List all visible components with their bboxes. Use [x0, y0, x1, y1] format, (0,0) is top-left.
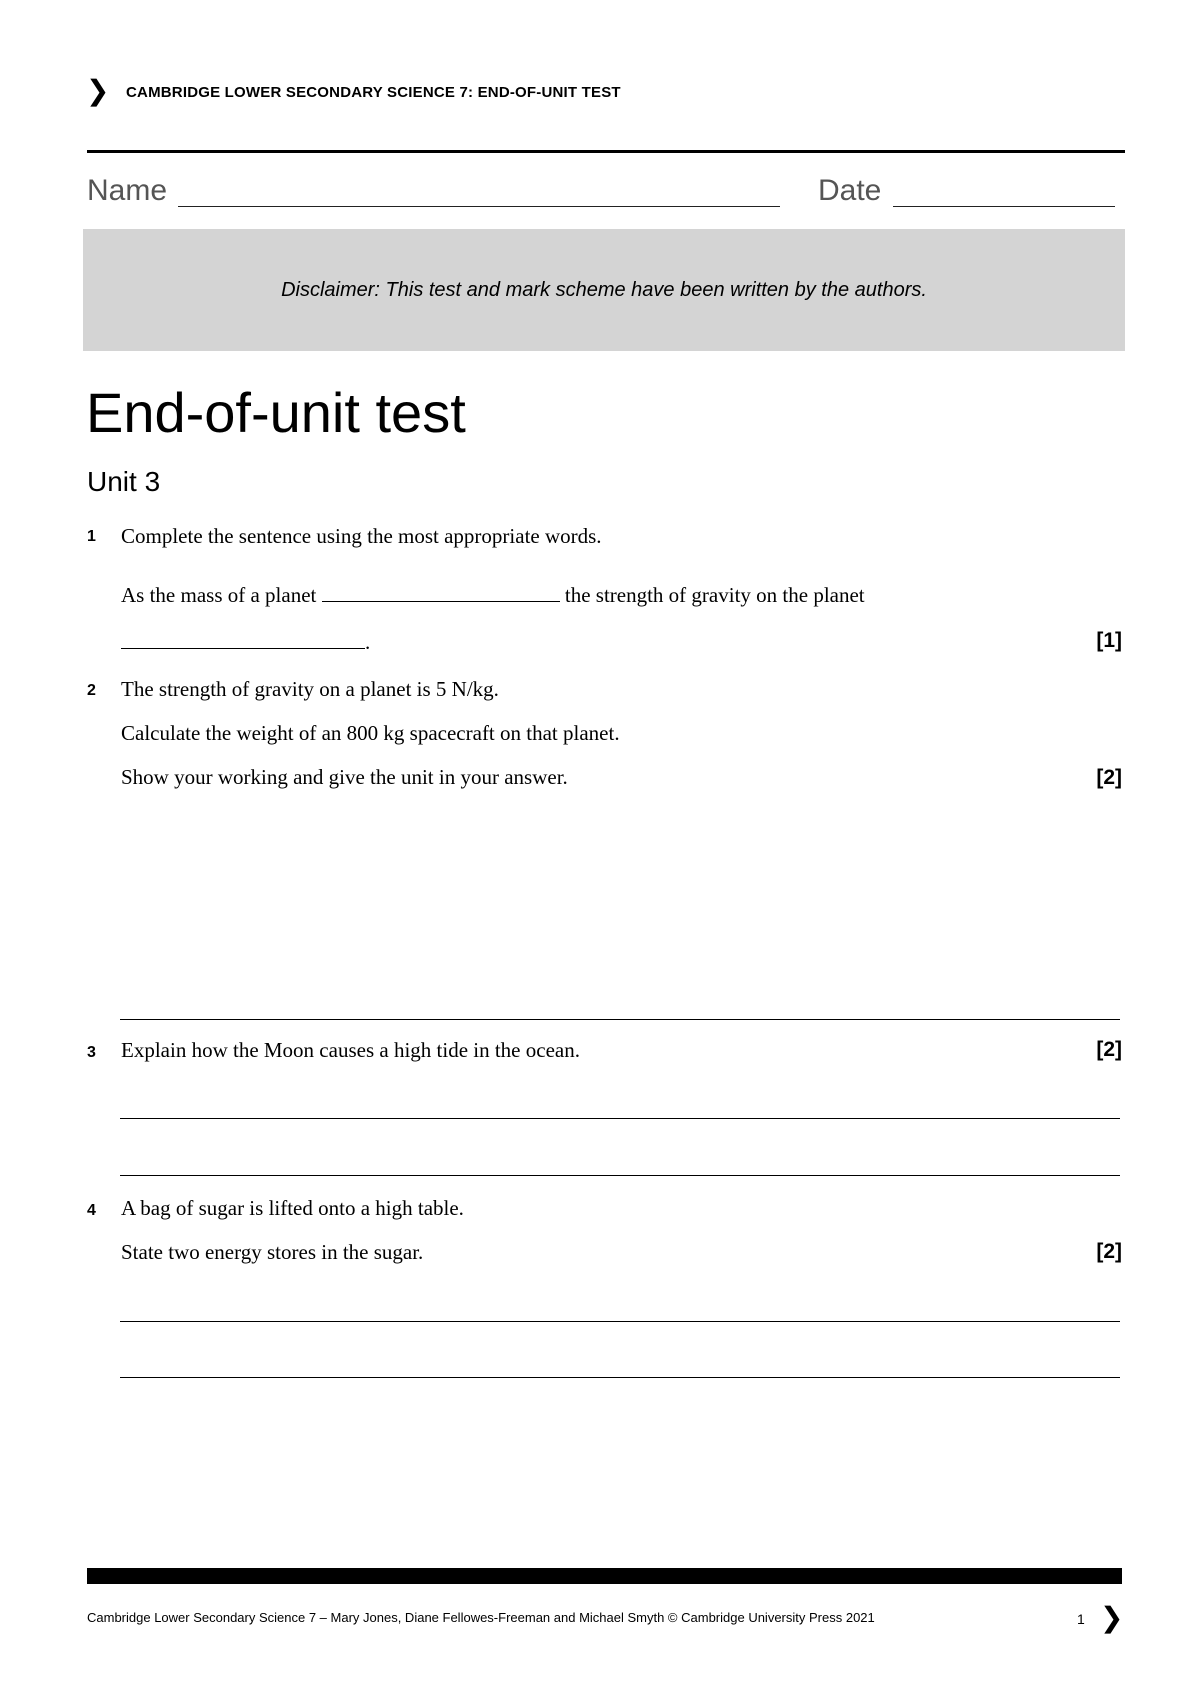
answer-line-q4-1[interactable]	[120, 1321, 1120, 1322]
page-number: 1	[1077, 1611, 1085, 1627]
question-4-marks: [2]	[1096, 1240, 1122, 1263]
question-2-marks: [2]	[1096, 766, 1122, 789]
answer-blank-2[interactable]	[121, 628, 365, 649]
answer-line-q3-1[interactable]	[120, 1118, 1120, 1119]
question-3-text: Explain how the Moon causes a high tide in the ocean.	[121, 1038, 580, 1062]
question-3-marks: [2]	[1096, 1038, 1122, 1061]
answer-line-q2[interactable]	[120, 1019, 1120, 1020]
chevron-right-icon: ❯	[86, 74, 110, 107]
unit-heading: Unit 3	[87, 466, 161, 497]
footer-credit: Cambridge Lower Secondary Science 7 – Mary Jones, Diane Fellowes-Freeman and Michael Smyth © Cambridge University Press 2021	[87, 1610, 875, 1625]
header-title: CAMBRIDGE LOWER SECONDARY SCIENCE 7: END-OF-UNIT TEST	[126, 84, 621, 101]
page-title: End-of-unit test	[86, 381, 466, 444]
date-label: Date	[818, 174, 882, 207]
question-4-number: 4	[87, 1202, 96, 1219]
next-page-chevron-icon[interactable]: ❯	[1100, 1601, 1124, 1634]
answer-line-q3-2[interactable]	[120, 1175, 1120, 1176]
question-3-number: 3	[87, 1044, 96, 1061]
disclaimer-text: Disclaimer: This test and mark scheme have been written by the authors.	[281, 278, 927, 301]
answer-blank-1[interactable]	[322, 581, 560, 602]
question-1-sentence-end	[121, 628, 370, 655]
answer-line-q4-2[interactable]	[120, 1377, 1120, 1378]
name-field[interactable]	[178, 206, 780, 207]
question-2-line-1: The strength of gravity on a planet is 5 N/kg.	[121, 677, 499, 701]
date-field[interactable]	[893, 206, 1115, 207]
question-1-marks: [1]	[1096, 629, 1122, 652]
question-2-line-3: Show your working and give the unit in your answer.	[121, 765, 568, 789]
name-label: Name	[87, 174, 168, 207]
question-1-sentence	[121, 581, 865, 608]
sentence-end: .	[365, 630, 371, 654]
question-4-line-2: State two energy stores in the sugar.	[121, 1240, 424, 1264]
footer-bar	[87, 1568, 1122, 1584]
question-2-line-2: Calculate the weight of an 800 kg spacecraft on that planet.	[121, 721, 620, 745]
header-divider	[87, 150, 1125, 153]
disclaimer-box	[83, 229, 1125, 351]
question-1-number: 1	[87, 528, 96, 545]
question-1-text: Complete the sentence using the most appropriate words.	[121, 524, 602, 548]
question-4-line-1: A bag of sugar is lifted onto a high table.	[121, 1196, 464, 1220]
sentence-part-2: the strength of gravity on the planet	[564, 583, 865, 607]
question-2-number: 2	[87, 682, 96, 699]
sentence-part-1: As the mass of a planet	[121, 583, 317, 607]
